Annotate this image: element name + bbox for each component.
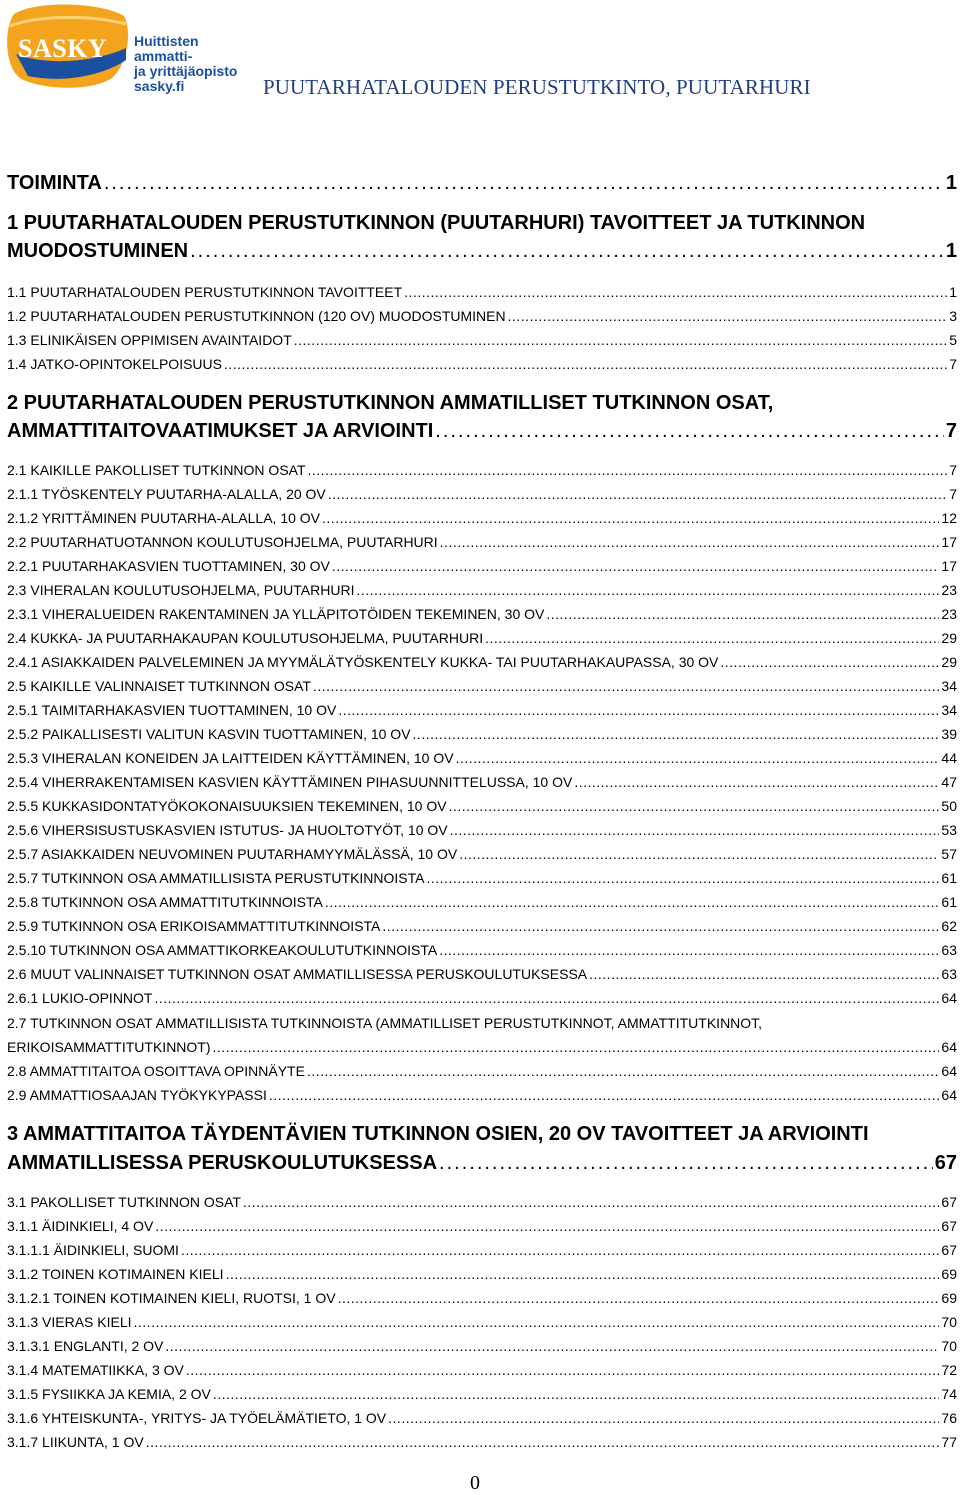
toc-entry[interactable]: 2.5.6 VIHERSISUSTUSKASVIEN ISTUTUS- JA HUOLTOTYÖT, 10 OV ..... 53 — [7, 822, 957, 838]
toc-entry[interactable]: 2.4.1 ASIAKKAIDEN PALVELEMINEN JA MYYMÄLÄTYÖSKENTELY KUKKA- TAI PUUTARHAKAUPASSA, 30 OV ..... 29 — [7, 654, 957, 670]
toc-entry[interactable]: 2.1.1 TYÖSKENTELY PUUTARHA-ALALLA, 20 OV ..... 7 — [7, 486, 957, 502]
toc-entry[interactable]: AMMATTITAITOVAATIMUKSET JA ARVIOINTI ..... 7 — [7, 420, 957, 443]
toc-entry[interactable]: 1.1 PUUTARHATALOUDEN PERUSTUTKINNON TAVOITTEET ..... 1 — [7, 284, 957, 300]
toc-entry[interactable]: 2.8 AMMATTITAITOA OSOITTAVA OPINNÄYTE ..... 64 — [7, 1063, 957, 1079]
toc-entry[interactable]: 2.1 KAIKILLE PAKOLLISET TUTKINNON OSAT ..... 7 — [7, 462, 957, 478]
toc-entry[interactable]: ERIKOISAMMATTITUTKINNOT) ..... 64 — [7, 1039, 957, 1055]
toc-entry-line1: 2.7 TUTKINNON OSAT AMMATILLISISTA TUTKINNOISTA (AMMATILLISET PERUSTUTKINNOT, AMMATTITUTKINNOT, — [7, 1015, 763, 1031]
logo-wordmark: SASKY — [18, 34, 108, 63]
toc-entry[interactable]: 2.5.10 TUTKINNON OSA AMMATTIKORKEAKOULUTUTKINNOISTA ..... 63 — [7, 942, 957, 958]
toc-entry[interactable]: 2.6.1 LUKIO-OPINNOT ..... 64 — [7, 990, 957, 1006]
toc-entry[interactable]: TOIMINTA ..... 1 — [7, 172, 957, 195]
toc-entry[interactable]: MUODOSTUMINEN ..... 1 — [7, 240, 957, 263]
toc-entry[interactable]: 1.4 JATKO-OPINTOKELPOISUUS ..... 7 — [7, 356, 957, 372]
toc-entry[interactable]: 3.1.5 FYSIIKKA JA KEMIA, 2 OV ..... 74 — [7, 1386, 957, 1402]
toc-entry-line1: 3 AMMATTITAITOA TÄYDENTÄVIEN TUTKINNON OSIEN, 20 OV TAVOITTEET JA ARVIOINTI — [7, 1123, 869, 1145]
toc-entry[interactable]: 2.2 PUUTARHATUOTANNON KOULUTUSOHJELMA, PUUTARHURI ..... 17 — [7, 534, 957, 550]
toc-entry[interactable]: 2.5 KAIKILLE VALINNAISET TUTKINNON OSAT ..... 34 — [7, 678, 957, 694]
toc-entry[interactable]: 2.3.1 VIHERALUEIDEN RAKENTAMINEN JA YLLÄPITOTÖIDEN TEKEMINEN, 30 OV ..... 23 — [7, 606, 957, 622]
toc-entry[interactable]: 2.3 VIHERALAN KOULUTUSOHJELMA, PUUTARHURI ..... 23 — [7, 582, 957, 598]
toc-entry[interactable]: 2.5.4 VIHERRAKENTAMISEN KASVIEN KÄYTTÄMINEN PIHASUUNNITTELUSSA, 10 OV ..... 47 — [7, 774, 957, 790]
toc-entry[interactable]: AMMATILLISESSA PERUSKOULUTUKSESSA ..... 67 — [7, 1152, 957, 1175]
toc-entry[interactable]: 2.2.1 PUUTARHAKASVIEN TUOTTAMINEN, 30 OV ..... 17 — [7, 558, 957, 574]
toc-entry[interactable]: 3.1.1 ÄIDINKIELI, 4 OV ..... 67 — [7, 1218, 957, 1234]
toc-entry[interactable]: 3.1.7 LIIKUNTA, 1 OV ..... 77 — [7, 1434, 957, 1450]
toc-entry[interactable]: 1.2 PUUTARHATALOUDEN PERUSTUTKINNON (120 OV) MUODOSTUMINEN ..... 3 — [7, 308, 957, 324]
toc-entry[interactable]: 3.1.3.1 ENGLANTI, 2 OV ..... 70 — [7, 1338, 957, 1354]
toc-entry[interactable]: 3.1.6 YHTEISKUNTA-, YRITYS- JA TYÖELÄMÄTIETO, 1 OV ..... 76 — [7, 1410, 957, 1426]
toc-entry[interactable]: 2.4 KUKKA- JA PUUTARHAKAUPAN KOULUTUSOHJELMA, PUUTARHURI ..... 29 — [7, 630, 957, 646]
toc-entry[interactable]: 2.5.3 VIHERALAN KONEIDEN JA LAITTEIDEN KÄYTTÄMINEN, 10 OV ..... 44 — [7, 750, 957, 766]
toc-entry[interactable]: 2.5.2 PAIKALLISESTI VALITUN KASVIN TUOTTAMINEN, 10 OV ..... 39 — [7, 726, 957, 742]
toc-entry[interactable]: 1.3 ELINIKÄISEN OPPIMISEN AVAINTAIDOT ..... 5 — [7, 332, 957, 348]
toc-entry[interactable]: 2.5.7 ASIAKKAIDEN NEUVOMINEN PUUTARHAMYYMÄLÄSSÄ, 10 OV ..... 57 — [7, 846, 957, 862]
page-number: 0 — [470, 1472, 480, 1494]
toc-entry[interactable]: 2.9 AMMATTIOSAAJAN TYÖKYKYPASSI ..... 64 — [7, 1087, 957, 1103]
toc-entry[interactable]: 2.5.5 KUKKASIDONTATYÖKOKONAISUUKSIEN TEKEMINEN, 10 OV ..... 50 — [7, 798, 957, 814]
toc-entry-line1: 2 PUUTARHATALOUDEN PERUSTUTKINNON AMMATILLISET TUTKINNON OSAT, — [7, 392, 774, 414]
toc-entry[interactable]: 2.5.9 TUTKINNON OSA ERIKOISAMMATTITUTKINNOISTA ..... 62 — [7, 918, 957, 934]
logo-tagline: Huittisten ammatti- ja yrittäjäopisto sasky.fi — [134, 33, 238, 94]
toc-entry[interactable]: 2.5.7 TUTKINNON OSA AMMATILLISISTA PERUSTUTKINNOISTA ..... 61 — [7, 870, 957, 886]
toc-entry[interactable]: 2.5.1 TAIMITARHAKASVIEN TUOTTAMINEN, 10 OV ..... 34 — [7, 702, 957, 718]
toc-entry[interactable]: 3.1.4 MATEMATIIKKA, 3 OV ..... 72 — [7, 1362, 957, 1378]
toc-entry[interactable]: 3.1 PAKOLLISET TUTKINNON OSAT ..... 67 — [7, 1194, 957, 1210]
toc-entry[interactable]: 2.5.8 TUTKINNON OSA AMMATTITUTKINNOISTA ..... 61 — [7, 894, 957, 910]
toc-entry[interactable]: 3.1.3 VIERAS KIELI ..... 70 — [7, 1314, 957, 1330]
document-title: PUUTARHATALOUDEN PERUSTUTKINTO, PUUTARHURI — [263, 75, 811, 99]
toc-entry[interactable]: 2.1.2 YRITTÄMINEN PUUTARHA-ALALLA, 10 OV ..... 12 — [7, 510, 957, 526]
toc-entry[interactable]: 3.1.1.1 ÄIDINKIELI, SUOMI ..... 67 — [7, 1242, 957, 1258]
toc-entry[interactable]: 3.1.2.1 TOINEN KOTIMAINEN KIELI, RUOTSI, 1 OV ..... 69 — [7, 1290, 957, 1306]
toc-entry[interactable]: 3.1.2 TOINEN KOTIMAINEN KIELI ..... 69 — [7, 1266, 957, 1282]
toc-entry-line1: 1 PUUTARHATALOUDEN PERUSTUTKINNON (PUUTARHURI) TAVOITTEET JA TUTKINNON — [7, 212, 866, 234]
toc-entry[interactable]: 2.6 MUUT VALINNAISET TUTKINNON OSAT AMMATILLISESSA PERUSKOULUTUKSESSA ..... 63 — [7, 966, 957, 982]
